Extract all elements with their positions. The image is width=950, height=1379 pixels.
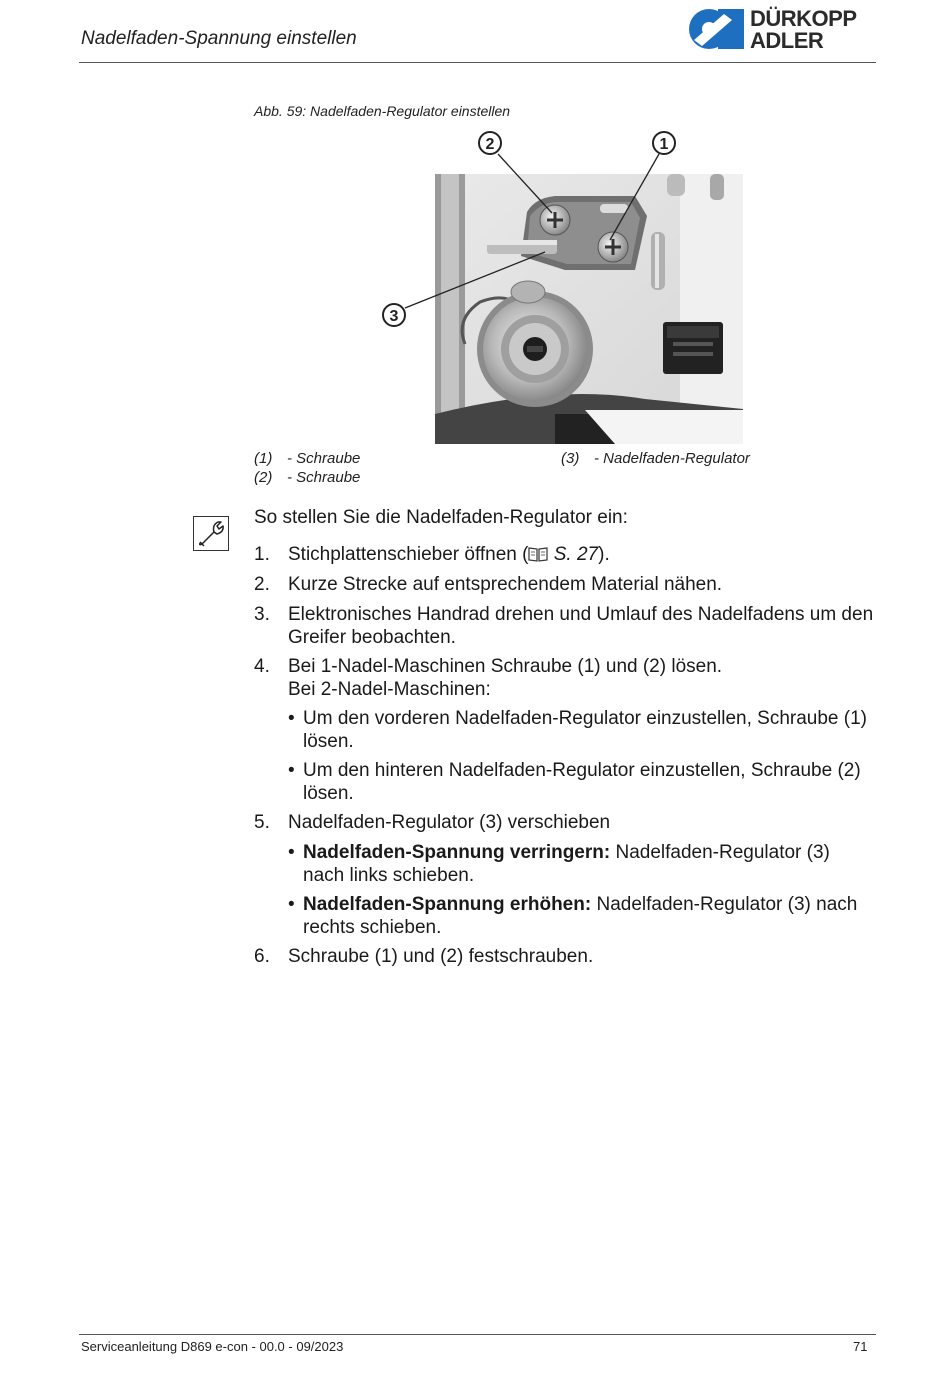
legend-item-1 [254, 450, 360, 467]
callout-1-label: 1 [659, 136, 669, 153]
logo-text-line2: ADLER [750, 28, 824, 53]
step-text: Elektronisches Handrad drehen und Umlauf des Nadelfadens um den Greifer beobachten. [288, 604, 874, 648]
figure-caption: Abb. 59: Nadelfaden-Regulator einstellen [254, 103, 511, 119]
book-reference-icon [528, 546, 548, 562]
step-text: Bei 1-Nadel-Maschinen Schraube (1) und (2) lösen. Bei 2-Nadel-Maschinen: [288, 656, 723, 700]
step-number: 6. [254, 946, 270, 967]
page-reference-link[interactable]: S. 27 [553, 544, 599, 565]
instruction-intro: So stellen Sie die Nadelfaden-Regulator ein: [254, 507, 628, 528]
legend-number: (3) [561, 450, 580, 467]
step-text: Stichplattenschieber öffnen ( S. 27). [288, 544, 610, 565]
bullet-text: Nadelfaden-Spannung verringern: Nadelfaden-Regulator (3) nach links schieben. [303, 842, 830, 886]
step-text: Kurze Strecke auf entsprechendem Material nähen. [288, 574, 723, 595]
duerkopp-adler-logo [688, 6, 878, 56]
page-header-title: Nadelfaden-Spannung einstellen [81, 28, 357, 49]
header-divider [79, 62, 876, 63]
callout-3-label: 3 [389, 308, 399, 325]
legend-number: (2) [254, 469, 273, 486]
legend-number: (1) [254, 450, 273, 467]
legend-text: - Nadelfaden-Regulator [594, 450, 750, 467]
logo-text-line1: DÜRKOPP [750, 6, 857, 31]
step-text: Schraube (1) und (2) festschrauben. [288, 946, 594, 967]
step-number: 2. [254, 574, 270, 595]
callout-2-marker [479, 132, 501, 154]
page-number: 71 [853, 1339, 868, 1354]
legend-item-2 [254, 469, 360, 486]
callout-2-label: 2 [485, 136, 495, 153]
logo-mark-icon [688, 6, 746, 52]
step-number: 4. [254, 656, 270, 677]
legend-text: - Schraube [287, 469, 361, 486]
footer-document-info: Serviceanleitung D869 e-con - 00.0 - 09/2023 [81, 1339, 344, 1354]
callout-3-marker [383, 304, 405, 326]
callout-1-marker [653, 132, 675, 154]
bullet-text: Um den vorderen Nadelfaden-Regulator einzustellen, Schraube (1) lösen. [303, 708, 867, 752]
footer-divider [79, 1334, 876, 1335]
step-number: 5. [254, 812, 270, 833]
bullet-text: Nadelfaden-Spannung erhöhen: Nadelfaden-Regulator (3) nach rechts schieben. [303, 894, 858, 938]
step-text: Nadelfaden-Regulator (3) verschieben [288, 812, 611, 833]
legend-item-3 [561, 450, 750, 467]
legend-text: - Schraube [287, 450, 361, 467]
step-number: 1. [254, 544, 270, 565]
wrench-icon [193, 516, 229, 551]
step-number: 3. [254, 604, 270, 625]
figure-callouts [370, 125, 700, 355]
bullet-text: Um den hinteren Nadelfaden-Regulator einzustellen, Schraube (2) lösen. [303, 760, 861, 804]
